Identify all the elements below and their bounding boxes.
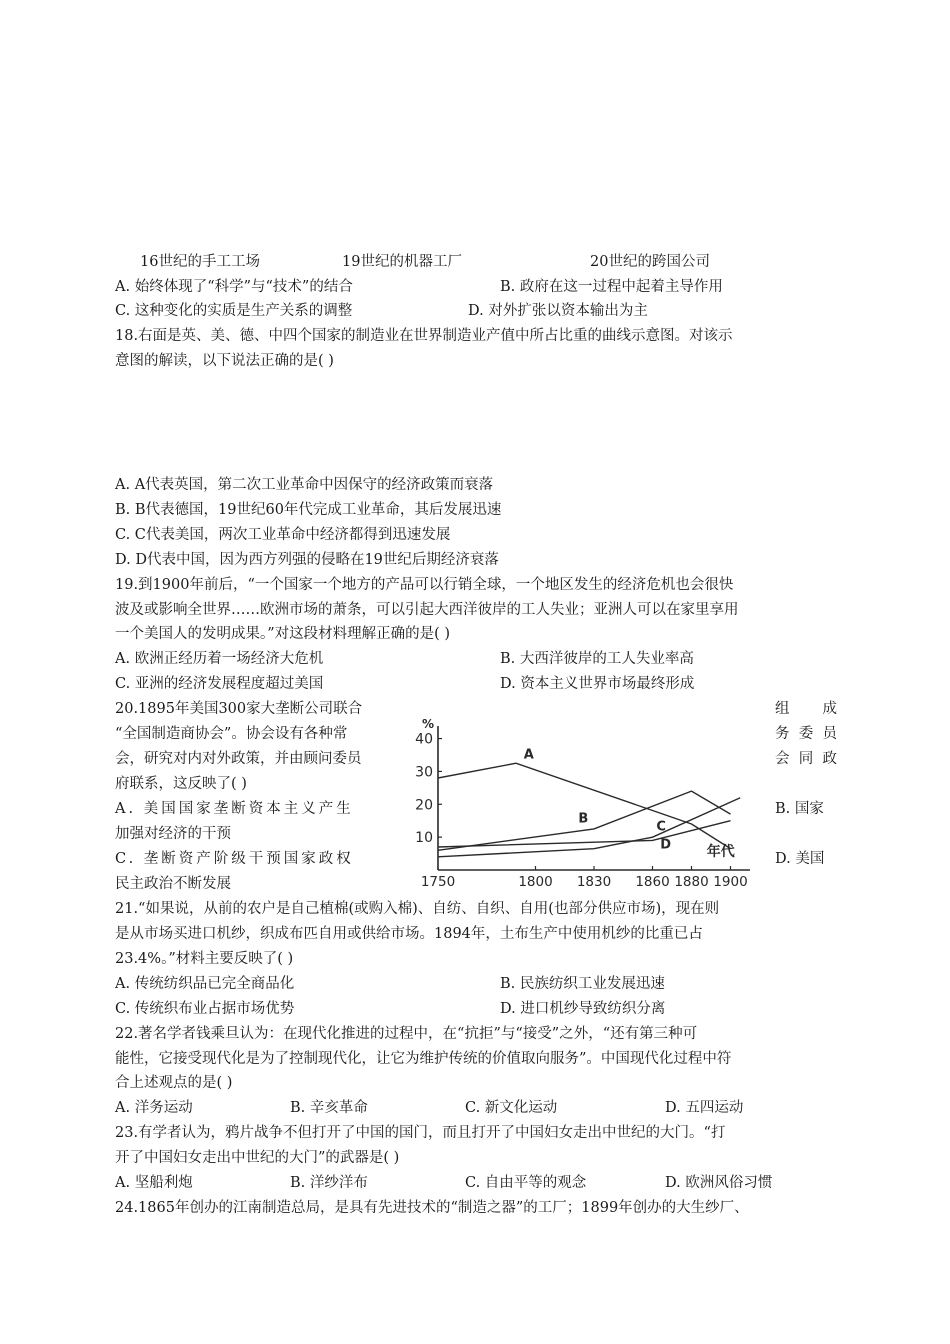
q20-option-c: C. 垄断资产阶级干预国家政权 bbox=[115, 851, 354, 867]
y-tick-label: 10 bbox=[415, 830, 433, 847]
q22-stem-line: 能性，它接受现代化是为了控制现代化，让它为维护传统的价值取向服务”。中国现代化过程中符 bbox=[115, 1051, 732, 1067]
q18-stem-line: 意图的解读，以下说法正确的是( ) bbox=[115, 353, 334, 369]
q21-stem-line: 是从市场买进口机纱，织成布匹自用或供给市场。1894年，土布生产中使用机纱的比重已占 bbox=[115, 926, 703, 942]
series-line-a bbox=[438, 763, 731, 848]
x-axis-label: 年代 bbox=[706, 844, 735, 860]
caption-handicraft: 16世纪的手工工场 bbox=[140, 254, 260, 270]
q20-option-a-text: A. 美国国家垄断资本主义产生 bbox=[115, 801, 354, 817]
q18-option-c: C. C代表美国，两次工业革命中经济都得到迅速发展 bbox=[115, 527, 451, 543]
series-label-a: A bbox=[523, 747, 534, 763]
q20-text-line: 会，研究对内对外政策，并由顾问委员 bbox=[115, 751, 362, 767]
q17-option-a: A. 始终体现了“科学”与“技术”的结合 bbox=[115, 279, 353, 295]
q19-option-c: C. 亚洲的经济发展程度超过美国 bbox=[115, 676, 324, 692]
x-tick-label: 1860 bbox=[635, 874, 670, 890]
q20-right-line bbox=[775, 699, 837, 719]
q20-text-line: 20.1895年美国300家大垄断公司联合 bbox=[115, 701, 363, 717]
y-tick-label: 20 bbox=[415, 797, 433, 814]
series-label-c: C bbox=[656, 819, 666, 835]
q18-option-b: B. B代表德国，19世纪60年代完成工业革命，其后发展迅速 bbox=[115, 502, 502, 518]
x-tick-label: 1750 bbox=[420, 874, 456, 890]
q20-right-char: 同 bbox=[798, 751, 814, 767]
q19-option-a: A. 欧洲正经历着一场经济大危机 bbox=[115, 651, 324, 667]
series-label-d: D bbox=[660, 837, 672, 853]
q20-right-char: 会 bbox=[775, 751, 790, 767]
q19-stem-line: 一个美国人的发明成果。”对这段材料理解正确的是( ) bbox=[115, 626, 451, 642]
manufacturing-share-chart bbox=[410, 718, 770, 890]
q22-option-d: D. 五四运动 bbox=[665, 1100, 744, 1116]
q21-option-d: D. 进口机纱导致纺织分离 bbox=[500, 1001, 666, 1017]
q22-option-c: C. 新文化运动 bbox=[465, 1100, 558, 1116]
y-tick-label: 40 bbox=[415, 731, 433, 748]
q17-option-d: D. 对外扩张以资本输出为主 bbox=[468, 303, 648, 319]
x-tick-label: 1830 bbox=[576, 874, 612, 890]
q23-stem-line: 23.有学者认为，鸦片战争不但打开了中国的国门，而且打开了中国妇女走出中世纪的大门。“打 bbox=[115, 1125, 726, 1141]
q23-option-c: C. 自由平等的观念 bbox=[465, 1175, 587, 1191]
q21-option-c: C. 传统织布业占据市场优势 bbox=[115, 1001, 295, 1017]
q19-stem-line: 19.到1900年前后，“一个国家一个地方的产品可以行销全球，一个地区发生的经济危机也会很快 bbox=[115, 577, 734, 593]
q20-text-line: 加强对经济的干预 bbox=[115, 826, 231, 842]
q22-option-a: A. 洋务运动 bbox=[115, 1100, 193, 1116]
q19-option-b: B. 大西洋彼岸的工人失业率高 bbox=[500, 651, 694, 667]
q18-option-a: A. A代表英国，第二次工业革命中因保守的经济政策而衰落 bbox=[115, 477, 494, 493]
q20-right-char: 政 bbox=[822, 751, 837, 767]
q20-option-d: D. 美国 bbox=[775, 851, 825, 867]
q18-option-d: D. D代表中国，因为西方列强的侵略在19世纪后期经济衰落 bbox=[115, 552, 499, 568]
q17-option-c: C. 这种变化的实质是生产关系的调整 bbox=[115, 303, 353, 319]
x-tick-label: 1880 bbox=[674, 874, 709, 890]
q19-stem-line: 波及或影响全世界……欧洲市场的萧条，可以引起大西洋彼岸的工人失业；亚洲人可以在家里享用 bbox=[115, 602, 739, 618]
y-tick-label: 30 bbox=[415, 764, 433, 781]
q21-stem-line: 21.“如果说，从前的农户是自己植棉(或购入棉)、自纺、自织、自用(也部分供应市场)，现在则 bbox=[115, 901, 720, 917]
q20-right-line bbox=[775, 724, 837, 744]
x-tick-label: 1800 bbox=[518, 874, 553, 890]
q20-text-line: 府联系，这反映了( ) bbox=[115, 776, 247, 792]
q17-option-b: B. 政府在这一过程中起着主导作用 bbox=[500, 279, 723, 295]
q20-right-char: 组 bbox=[775, 701, 790, 717]
q23-option-b: B. 洋纱洋布 bbox=[290, 1175, 368, 1191]
q20-right-char: 委 bbox=[798, 726, 814, 742]
q22-option-b: B. 辛亥革命 bbox=[290, 1100, 368, 1116]
q22-stem-line: 22.著名学者钱乘旦认为：在现代化推进的过程中，在“抗拒”与“接受”之外，“还有第三种可 bbox=[115, 1026, 698, 1042]
q23-option-d: D. 欧洲风俗习惯 bbox=[665, 1175, 773, 1191]
q20-right-char: 员 bbox=[822, 726, 837, 742]
q20-text-line: “全国制造商协会”。协会设有各种常 bbox=[115, 726, 348, 742]
q21-option-a: A. 传统纺织品已完全商品化 bbox=[115, 976, 295, 992]
q19-option-d: D. 资本主义世界市场最终形成 bbox=[500, 676, 695, 692]
series-label-b: B bbox=[578, 811, 589, 827]
q20-right-char: 务 bbox=[775, 726, 790, 742]
q20-right-line bbox=[775, 749, 837, 769]
q23-option-a: A. 坚船利炮 bbox=[115, 1175, 193, 1191]
q20-right-char: 成 bbox=[822, 701, 837, 717]
q18-stem-line: 18.右面是英、美、德、中四个国家的制造业在世界制造业产值中所占比重的曲线示意图。对该示 bbox=[115, 328, 733, 344]
x-tick-label: 1900 bbox=[713, 874, 748, 890]
caption-multinational: 20世纪的跨国公司 bbox=[590, 254, 710, 270]
q22-stem-line: 合上述观点的是( ) bbox=[115, 1075, 233, 1091]
q21-option-b: B. 民族纺织工业发展迅速 bbox=[500, 976, 665, 992]
q20-option-b: B. 国家 bbox=[775, 801, 824, 817]
series-line-c bbox=[438, 798, 740, 857]
q20-option-a bbox=[115, 799, 397, 819]
caption-machine-factory: 19世纪的机器工厂 bbox=[342, 254, 462, 270]
y-axis-label: % bbox=[421, 718, 435, 731]
q24-stem-line: 24.1865年创办的江南制造总局，是具有先进技术的“制造之器”的工厂；1899年创办的大生纱厂、 bbox=[115, 1200, 749, 1216]
q23-stem-line: 开了中国妇女走出中世纪的大门”的武器是( ) bbox=[115, 1150, 400, 1166]
q21-stem-line: 23.4%。”材料主要反映了( ) bbox=[115, 951, 294, 967]
q20-text-line: 民主政治不断发展 bbox=[115, 876, 231, 892]
